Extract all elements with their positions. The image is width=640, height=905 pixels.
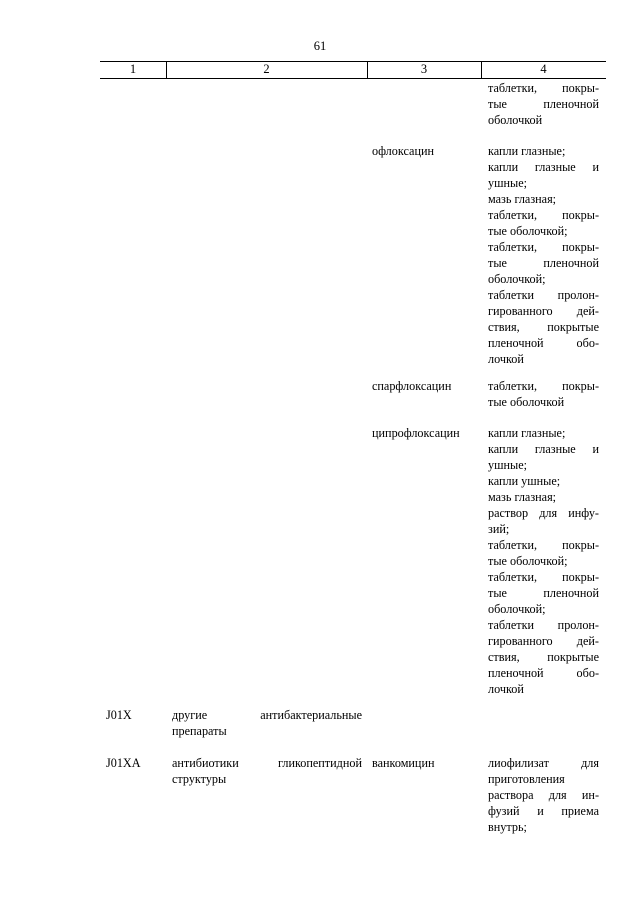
group-line: структуры xyxy=(172,772,227,786)
form-line: тые оболочкой; xyxy=(488,224,568,238)
dosage-forms-ofloxacin xyxy=(488,143,599,367)
form-line: лочкой xyxy=(488,682,524,696)
form-line: таблетки, покры- xyxy=(488,81,599,95)
form-line: капли глазные; xyxy=(488,144,566,158)
atc-group-j01xa xyxy=(172,755,362,787)
form-line: мазь глазная; xyxy=(488,192,557,206)
form-line: капли глазные; xyxy=(488,426,566,440)
form-line: ствия, покрытые xyxy=(488,320,599,334)
form-line: тые пленочной xyxy=(488,586,599,600)
form-line: капли глазные и xyxy=(488,160,599,174)
form-line: пленочной обо- xyxy=(488,336,599,350)
form-line: ушные; xyxy=(488,458,527,472)
header-col-3: 3 xyxy=(420,62,428,76)
drug-name-vancomycin: ванкомицин xyxy=(372,756,435,770)
atc-group-j01x xyxy=(172,707,362,739)
atc-code-j01xa: J01XA xyxy=(106,756,141,770)
page-number: 61 xyxy=(313,39,327,53)
form-line: оболочкой; xyxy=(488,272,546,286)
form-line: таблетки, покры- xyxy=(488,379,599,393)
form-line: тые оболочкой; xyxy=(488,554,568,568)
form-line: приготовления xyxy=(488,772,565,786)
form-line: внутрь; xyxy=(488,820,527,834)
form-line: лочкой xyxy=(488,352,524,366)
form-line: таблетки, покры- xyxy=(488,208,599,222)
form-line: фузий и приема xyxy=(488,804,599,818)
form-line: капли ушные; xyxy=(488,474,561,488)
form-line: тые пленочной xyxy=(488,256,599,270)
form-line: мазь глазная; xyxy=(488,490,557,504)
header-col-4: 4 xyxy=(540,62,547,76)
form-line: раствора для ин- xyxy=(488,788,599,802)
form-line: таблетки пролон- xyxy=(488,618,599,632)
form-line: таблетки, покры- xyxy=(488,570,599,584)
form-line: раствор для инфу- xyxy=(488,506,599,520)
form-line: капли глазные и xyxy=(488,442,599,456)
atc-code-j01x: J01X xyxy=(106,708,132,722)
drug-name-ciprofloxacin: ципрофлоксацин xyxy=(372,426,460,440)
form-line: гированного дей- xyxy=(488,634,599,648)
form-line: оболочкой; xyxy=(488,602,546,616)
group-line: антибиотики гликопептидной xyxy=(172,756,362,770)
form-line: таблетки, покры- xyxy=(488,240,599,254)
drug-name-ofloxacin: офлоксацин xyxy=(372,144,435,158)
form-line: гированного дей- xyxy=(488,304,599,318)
form-line: зий; xyxy=(488,522,510,536)
form-line: лиофилизат для xyxy=(488,756,599,770)
header-col-1: 1 xyxy=(129,62,137,76)
dosage-forms-sparfloxacin xyxy=(488,378,599,410)
group-line: другие антибактериальные xyxy=(172,708,362,722)
form-line: таблетки, покры- xyxy=(488,538,599,552)
dosage-forms-ciprofloxacin xyxy=(488,425,599,697)
group-line: препараты xyxy=(172,724,227,738)
form-line: ствия, покрытые xyxy=(488,650,599,664)
form-line: оболочкой xyxy=(488,113,543,127)
form-line: пленочной обо- xyxy=(488,666,599,680)
form-line: тые пленочной xyxy=(488,97,599,111)
header-col-2: 2 xyxy=(263,62,270,76)
form-line: таблетки пролон- xyxy=(488,288,599,302)
drug-name-sparfloxacin: спарфлоксацин xyxy=(372,379,452,393)
table-header xyxy=(100,61,606,79)
dosage-forms-carryover xyxy=(488,80,599,128)
form-line: тые оболочкой xyxy=(488,395,565,409)
form-line: ушные; xyxy=(488,176,527,190)
dosage-forms-vancomycin xyxy=(488,755,599,835)
